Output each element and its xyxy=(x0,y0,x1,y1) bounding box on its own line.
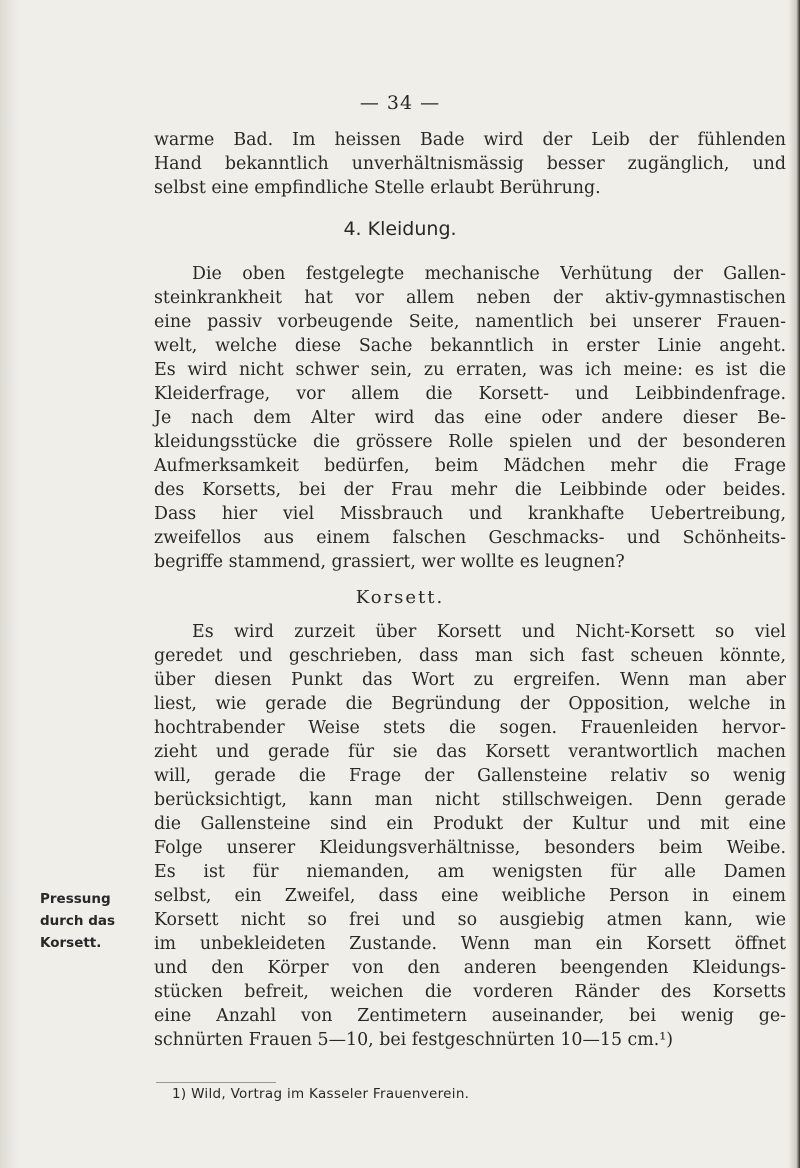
footnote-marker: 1) xyxy=(172,1086,187,1102)
text-line: Folge unserer Kleidungsverhältnisse, besonders beim Weibe. xyxy=(154,838,786,858)
text-line: Es wird zurzeit über Korsett und Nicht-Korsett so viel xyxy=(192,622,786,642)
footnote-rule xyxy=(156,1082,276,1083)
footnote-text: Wild, Vortrag im Kasseler Frauenverein. xyxy=(191,1086,470,1102)
margin-note-line: durch das xyxy=(40,913,116,929)
text-line: kleidungsstücke die grössere Rolle spielen und der besonderen xyxy=(154,432,786,452)
section-heading: 4. Kleidung. xyxy=(343,218,457,240)
text-line: Korsett nicht so frei und so ausgiebig atmen kann, wie xyxy=(154,910,786,930)
text-line: selbst, ein Zweifel, dass eine weibliche Person in einem xyxy=(154,886,786,906)
margin-note xyxy=(40,888,150,954)
text-line: und den Körper von den anderen beengenden Kleidungs- xyxy=(154,958,786,978)
text-line: Die oben festgelegte mechanische Verhütung der Gallen- xyxy=(192,264,786,284)
text-line: zweifellos aus einem falschen Geschmacks- und Schönheits- xyxy=(154,528,786,548)
page-number: — 34 — xyxy=(359,92,441,114)
text-line: Kleiderfrage, vor allem die Korsett- und Leibbindenfrage. xyxy=(154,384,786,404)
text-line: Hand bekanntlich unverhältnismässig besser zugänglich, und xyxy=(154,154,786,174)
text-line: zieht und gerade für sie das Korsett verantwortlich machen xyxy=(154,742,786,762)
margin-note-line: Korsett. xyxy=(40,935,102,951)
text-line: Dass hier viel Missbrauch und krankhafte Uebertreibung, xyxy=(154,504,786,524)
page-left-edge xyxy=(0,0,18,1168)
text-line: welt, welche diese Sache bekanntlich in erster Linie angeht. xyxy=(154,336,786,356)
text-line: selbst eine empfindliche Stelle erlaubt Berührung. xyxy=(154,178,601,198)
text-line: berücksichtigt, kann man nicht stillschweigen. Denn gerade xyxy=(154,790,786,810)
text-line: schnürten Frauen 5—10, bei festgeschnürten 10—15 cm.¹) xyxy=(154,1030,674,1050)
footnote xyxy=(172,1086,469,1102)
text-line: steinkrankheit hat vor allem neben der aktiv-gymnastischen xyxy=(154,288,786,308)
intro-paragraph xyxy=(154,128,786,200)
text-line: des Korsetts, bei der Frau mehr die Leibbinde oder beides. xyxy=(154,480,786,500)
margin-note-line: Pressung xyxy=(40,891,111,907)
text-line: warme Bad. Im heissen Bade wird der Leib der fühlenden xyxy=(154,130,786,150)
page-right-edge xyxy=(788,0,800,1168)
text-line: begriffe stammend, grassiert, wer wollte es leugnen? xyxy=(154,552,625,572)
text-line: hochtrabender Weise stets die sogen. Frauenleiden hervor- xyxy=(154,718,786,738)
text-line: Je nach dem Alter wird das eine oder andere dieser Be- xyxy=(154,408,786,428)
subsection-heading: Korsett. xyxy=(355,587,445,608)
text-line: Aufmerksamkeit bedürfen, beim Mädchen mehr die Frage xyxy=(154,456,786,476)
text-line: eine passiv vorbeugende Seite, namentlich bei unserer Frauen- xyxy=(154,312,786,332)
text-line: liest, wie gerade die Begründung der Opposition, welche in xyxy=(154,694,786,714)
text-line: Es ist für niemanden, am wenigsten für alle Damen xyxy=(154,862,786,882)
text-line: im unbekleideten Zustande. Wenn man ein Korsett öffnet xyxy=(154,934,786,954)
text-line: will, gerade die Frage der Gallensteine relativ so wenig xyxy=(154,766,786,786)
section-paragraph xyxy=(154,262,786,574)
text-line: geredet und geschrieben, dass man sich fast scheuen könnte, xyxy=(154,646,786,666)
text-line: eine Anzahl von Zentimetern auseinander, bei wenig ge- xyxy=(154,1006,786,1026)
text-line: die Gallensteine sind ein Produkt der Kultur und mit eine xyxy=(154,814,786,834)
text-line: Es wird nicht schwer sein, zu erraten, was ich meine: es ist die xyxy=(154,360,786,380)
text-line: stücken befreit, weichen die vorderen Ränder des Korsetts xyxy=(154,982,786,1002)
text-line: über diesen Punkt das Wort zu ergreifen. Wenn man aber xyxy=(154,670,786,690)
korsett-paragraph xyxy=(154,620,786,1052)
